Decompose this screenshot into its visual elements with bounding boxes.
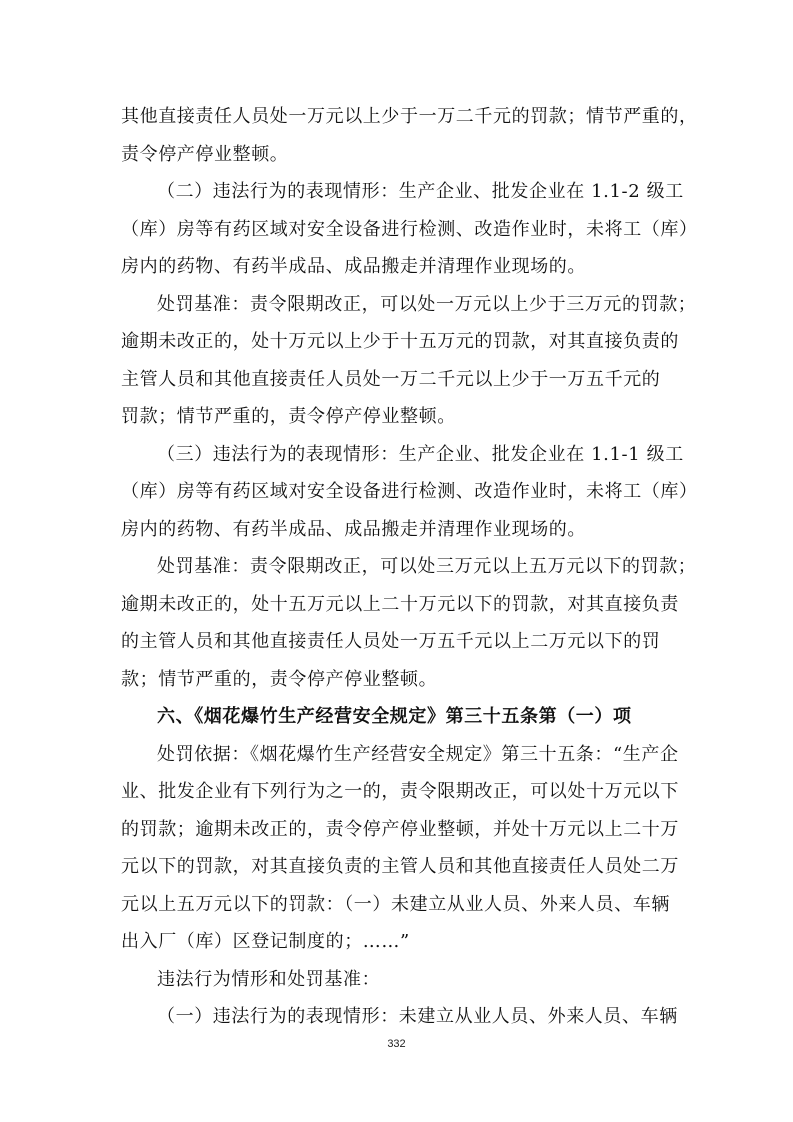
- text-line: 房内的药物、有药半成品、成品搬走并清理作业现场的。: [121, 518, 586, 540]
- text-line: 逾期未改正的，处十万元以上少于十五万元的罚款，对其直接负责的: [121, 331, 679, 352]
- text-line: 的主管人员和其他直接责任人员处一万五千元以上二万元以下的罚: [121, 631, 661, 652]
- text-line: 责令停产停业整顿。: [121, 143, 289, 165]
- text-line: 业、批发企业有下列行为之一的，责令限期改正，可以处十万元以下: [121, 781, 679, 802]
- text-line: （二）违法行为的表现情形：生产企业、批发企业在 1.1-2 级工: [157, 181, 684, 202]
- text-line: 元以下的罚款，对其直接负责的主管人员和其他直接责任人员处二万: [121, 856, 679, 877]
- text-line: （库）房等有药区域对安全设备进行检测、改造作业时，未将工（库）: [121, 218, 698, 240]
- text-line: 元以上五万元以下的罚款：（一）未建立从业人员、外来人员、车辆: [121, 893, 670, 915]
- text-line: 主管人员和其他直接责任人员处一万二千元以上少于一万五千元的: [121, 368, 661, 390]
- text-line: （三）违法行为的表现情形：生产企业、批发企业在 1.1-1 级工: [157, 443, 684, 465]
- text-line: （一）违法行为的表现情形：未建立从业人员、外来人员、车辆: [157, 1006, 678, 1027]
- text-line: 违法行为情形和处罚基准：: [157, 968, 381, 990]
- text-line: 出入厂（库）区登记制度的；……”: [121, 931, 410, 952]
- text-line: （库）房等有药区域对安全设备进行检测、改造作业时，未将工（库）: [121, 481, 698, 502]
- text-line: 房内的药物、有药半成品、成品搬走并清理作业现场的。: [121, 256, 586, 277]
- text-line: 处罚基准：责令限期改正，可以处三万元以上五万元以下的罚款；: [157, 556, 697, 577]
- body-text: [121, 98, 698, 1036]
- section-heading: 六、《烟花爆竹生产经营安全规定》第三十五条第（一）项: [157, 706, 632, 727]
- text-line: 的罚款；逾期未改正的，责令停产停业整顿，并处十万元以上二十万: [121, 818, 679, 840]
- page-number: 332: [387, 1038, 406, 1050]
- text-line: 处罚基准：责令限期改正，可以处一万元以上少于三万元的罚款；: [157, 293, 697, 315]
- text-line: 款；情节严重的，责令停产停业整顿。: [121, 668, 438, 690]
- text-line: 逾期未改正的，处十五万元以上二十万元以下的罚款，对其直接负责: [121, 593, 679, 615]
- text-line: 处罚依据：《烟花爆竹生产经营安全规定》第三十五条：“生产企: [157, 743, 679, 765]
- text-line: 其他直接责任人员处一万元以上少于一万二千元的罚款；情节严重的，: [121, 106, 698, 127]
- text-line: 罚款；情节严重的，责令停产停业整顿。: [121, 406, 456, 427]
